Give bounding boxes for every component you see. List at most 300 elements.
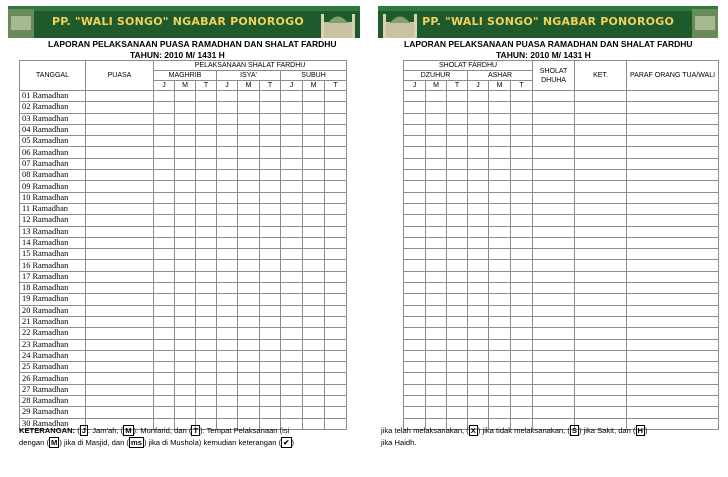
entry-cell[interactable] bbox=[281, 328, 303, 339]
entry-cell[interactable] bbox=[281, 271, 303, 282]
entry-cell[interactable] bbox=[196, 215, 217, 226]
entry-cell[interactable] bbox=[281, 237, 303, 248]
entry-cell[interactable] bbox=[154, 407, 175, 418]
entry-cell[interactable] bbox=[575, 215, 627, 226]
entry-cell[interactable] bbox=[260, 147, 281, 158]
entry-cell[interactable] bbox=[238, 91, 260, 102]
entry-cell[interactable] bbox=[281, 181, 303, 192]
entry-cell[interactable] bbox=[260, 339, 281, 350]
entry-cell[interactable] bbox=[281, 339, 303, 350]
entry-cell[interactable] bbox=[238, 384, 260, 395]
entry-cell[interactable] bbox=[511, 328, 533, 339]
entry-cell[interactable] bbox=[86, 316, 154, 327]
entry-cell[interactable] bbox=[238, 339, 260, 350]
entry-cell[interactable] bbox=[196, 237, 217, 248]
entry-cell[interactable] bbox=[533, 113, 575, 124]
entry-cell[interactable] bbox=[468, 271, 489, 282]
entry-cell[interactable] bbox=[217, 339, 238, 350]
entry-cell[interactable] bbox=[426, 373, 447, 384]
entry-cell[interactable] bbox=[489, 203, 511, 214]
entry-cell[interactable] bbox=[238, 294, 260, 305]
entry-cell[interactable] bbox=[447, 283, 468, 294]
entry-cell[interactable] bbox=[511, 362, 533, 373]
entry-cell[interactable] bbox=[86, 215, 154, 226]
entry-cell[interactable] bbox=[404, 350, 426, 361]
entry-cell[interactable] bbox=[533, 362, 575, 373]
entry-cell[interactable] bbox=[196, 260, 217, 271]
entry-cell[interactable] bbox=[260, 396, 281, 407]
entry-cell[interactable] bbox=[489, 328, 511, 339]
entry-cell[interactable] bbox=[281, 226, 303, 237]
entry-cell[interactable] bbox=[303, 158, 325, 169]
entry-cell[interactable] bbox=[175, 170, 196, 181]
entry-cell[interactable] bbox=[217, 215, 238, 226]
entry-cell[interactable] bbox=[447, 294, 468, 305]
entry-cell[interactable] bbox=[217, 271, 238, 282]
entry-cell[interactable] bbox=[217, 350, 238, 361]
entry-cell[interactable] bbox=[86, 136, 154, 147]
entry-cell[interactable] bbox=[325, 339, 347, 350]
entry-cell[interactable] bbox=[325, 328, 347, 339]
entry-cell[interactable] bbox=[426, 350, 447, 361]
entry-cell[interactable] bbox=[575, 283, 627, 294]
entry-cell[interactable] bbox=[627, 91, 719, 102]
entry-cell[interactable] bbox=[303, 283, 325, 294]
entry-cell[interactable] bbox=[426, 407, 447, 418]
entry-cell[interactable] bbox=[404, 373, 426, 384]
entry-cell[interactable] bbox=[238, 305, 260, 316]
entry-cell[interactable] bbox=[281, 316, 303, 327]
entry-cell[interactable] bbox=[426, 316, 447, 327]
entry-cell[interactable] bbox=[325, 260, 347, 271]
entry-cell[interactable] bbox=[217, 147, 238, 158]
entry-cell[interactable] bbox=[404, 362, 426, 373]
entry-cell[interactable] bbox=[325, 283, 347, 294]
entry-cell[interactable] bbox=[533, 271, 575, 282]
entry-cell[interactable] bbox=[489, 237, 511, 248]
entry-cell[interactable] bbox=[238, 226, 260, 237]
entry-cell[interactable] bbox=[325, 350, 347, 361]
entry-cell[interactable] bbox=[468, 396, 489, 407]
entry-cell[interactable] bbox=[447, 249, 468, 260]
entry-cell[interactable] bbox=[154, 147, 175, 158]
entry-cell[interactable] bbox=[627, 396, 719, 407]
entry-cell[interactable] bbox=[325, 249, 347, 260]
entry-cell[interactable] bbox=[511, 113, 533, 124]
entry-cell[interactable] bbox=[489, 407, 511, 418]
entry-cell[interactable] bbox=[426, 384, 447, 395]
entry-cell[interactable] bbox=[238, 237, 260, 248]
entry-cell[interactable] bbox=[447, 316, 468, 327]
entry-cell[interactable] bbox=[154, 249, 175, 260]
entry-cell[interactable] bbox=[175, 373, 196, 384]
entry-cell[interactable] bbox=[447, 147, 468, 158]
entry-cell[interactable] bbox=[154, 102, 175, 113]
entry-cell[interactable] bbox=[404, 192, 426, 203]
entry-cell[interactable] bbox=[489, 91, 511, 102]
entry-cell[interactable] bbox=[627, 181, 719, 192]
entry-cell[interactable] bbox=[511, 91, 533, 102]
entry-cell[interactable] bbox=[303, 407, 325, 418]
entry-cell[interactable] bbox=[533, 294, 575, 305]
entry-cell[interactable] bbox=[426, 249, 447, 260]
entry-cell[interactable] bbox=[404, 124, 426, 135]
entry-cell[interactable] bbox=[627, 170, 719, 181]
entry-cell[interactable] bbox=[489, 362, 511, 373]
entry-cell[interactable] bbox=[217, 237, 238, 248]
entry-cell[interactable] bbox=[217, 283, 238, 294]
entry-cell[interactable] bbox=[281, 283, 303, 294]
entry-cell[interactable] bbox=[175, 158, 196, 169]
entry-cell[interactable] bbox=[575, 203, 627, 214]
entry-cell[interactable] bbox=[260, 294, 281, 305]
entry-cell[interactable] bbox=[303, 113, 325, 124]
entry-cell[interactable] bbox=[533, 158, 575, 169]
entry-cell[interactable] bbox=[260, 305, 281, 316]
entry-cell[interactable] bbox=[426, 328, 447, 339]
entry-cell[interactable] bbox=[404, 113, 426, 124]
entry-cell[interactable] bbox=[86, 260, 154, 271]
entry-cell[interactable] bbox=[404, 316, 426, 327]
entry-cell[interactable] bbox=[303, 305, 325, 316]
entry-cell[interactable] bbox=[511, 396, 533, 407]
entry-cell[interactable] bbox=[575, 249, 627, 260]
entry-cell[interactable] bbox=[260, 283, 281, 294]
entry-cell[interactable] bbox=[303, 328, 325, 339]
entry-cell[interactable] bbox=[175, 396, 196, 407]
entry-cell[interactable] bbox=[404, 226, 426, 237]
entry-cell[interactable] bbox=[426, 305, 447, 316]
entry-cell[interactable] bbox=[217, 316, 238, 327]
entry-cell[interactable] bbox=[154, 350, 175, 361]
entry-cell[interactable] bbox=[175, 226, 196, 237]
entry-cell[interactable] bbox=[325, 316, 347, 327]
entry-cell[interactable] bbox=[468, 407, 489, 418]
entry-cell[interactable] bbox=[404, 283, 426, 294]
entry-cell[interactable] bbox=[325, 91, 347, 102]
entry-cell[interactable] bbox=[533, 203, 575, 214]
entry-cell[interactable] bbox=[238, 328, 260, 339]
entry-cell[interactable] bbox=[196, 328, 217, 339]
entry-cell[interactable] bbox=[175, 384, 196, 395]
entry-cell[interactable] bbox=[511, 373, 533, 384]
entry-cell[interactable] bbox=[511, 226, 533, 237]
entry-cell[interactable] bbox=[325, 215, 347, 226]
entry-cell[interactable] bbox=[447, 170, 468, 181]
entry-cell[interactable] bbox=[238, 136, 260, 147]
entry-cell[interactable] bbox=[426, 136, 447, 147]
entry-cell[interactable] bbox=[303, 294, 325, 305]
entry-cell[interactable] bbox=[303, 396, 325, 407]
entry-cell[interactable] bbox=[489, 124, 511, 135]
entry-cell[interactable] bbox=[217, 158, 238, 169]
entry-cell[interactable] bbox=[175, 305, 196, 316]
entry-cell[interactable] bbox=[260, 124, 281, 135]
entry-cell[interactable] bbox=[260, 271, 281, 282]
entry-cell[interactable] bbox=[511, 158, 533, 169]
entry-cell[interactable] bbox=[217, 260, 238, 271]
entry-cell[interactable] bbox=[468, 91, 489, 102]
entry-cell[interactable] bbox=[196, 373, 217, 384]
entry-cell[interactable] bbox=[575, 407, 627, 418]
entry-cell[interactable] bbox=[575, 136, 627, 147]
entry-cell[interactable] bbox=[533, 124, 575, 135]
entry-cell[interactable] bbox=[325, 407, 347, 418]
entry-cell[interactable] bbox=[426, 294, 447, 305]
entry-cell[interactable] bbox=[575, 316, 627, 327]
entry-cell[interactable] bbox=[533, 339, 575, 350]
entry-cell[interactable] bbox=[627, 147, 719, 158]
entry-cell[interactable] bbox=[217, 102, 238, 113]
entry-cell[interactable] bbox=[447, 215, 468, 226]
entry-cell[interactable] bbox=[627, 158, 719, 169]
entry-cell[interactable] bbox=[468, 339, 489, 350]
entry-cell[interactable] bbox=[533, 170, 575, 181]
entry-cell[interactable] bbox=[325, 271, 347, 282]
entry-cell[interactable] bbox=[468, 283, 489, 294]
entry-cell[interactable] bbox=[260, 350, 281, 361]
entry-cell[interactable] bbox=[260, 192, 281, 203]
entry-cell[interactable] bbox=[404, 294, 426, 305]
entry-cell[interactable] bbox=[627, 215, 719, 226]
entry-cell[interactable] bbox=[627, 294, 719, 305]
entry-cell[interactable] bbox=[154, 91, 175, 102]
entry-cell[interactable] bbox=[426, 181, 447, 192]
entry-cell[interactable] bbox=[86, 384, 154, 395]
entry-cell[interactable] bbox=[196, 362, 217, 373]
entry-cell[interactable] bbox=[489, 226, 511, 237]
entry-cell[interactable] bbox=[325, 384, 347, 395]
entry-cell[interactable] bbox=[627, 283, 719, 294]
entry-cell[interactable] bbox=[447, 181, 468, 192]
entry-cell[interactable] bbox=[175, 260, 196, 271]
entry-cell[interactable] bbox=[303, 237, 325, 248]
entry-cell[interactable] bbox=[447, 362, 468, 373]
entry-cell[interactable] bbox=[627, 102, 719, 113]
entry-cell[interactable] bbox=[196, 102, 217, 113]
entry-cell[interactable] bbox=[404, 396, 426, 407]
entry-cell[interactable] bbox=[468, 192, 489, 203]
entry-cell[interactable] bbox=[426, 237, 447, 248]
entry-cell[interactable] bbox=[447, 396, 468, 407]
entry-cell[interactable] bbox=[468, 226, 489, 237]
entry-cell[interactable] bbox=[468, 124, 489, 135]
entry-cell[interactable] bbox=[404, 249, 426, 260]
entry-cell[interactable] bbox=[468, 215, 489, 226]
entry-cell[interactable] bbox=[404, 170, 426, 181]
entry-cell[interactable] bbox=[627, 362, 719, 373]
entry-cell[interactable] bbox=[511, 260, 533, 271]
entry-cell[interactable] bbox=[303, 384, 325, 395]
entry-cell[interactable] bbox=[489, 102, 511, 113]
entry-cell[interactable] bbox=[86, 283, 154, 294]
entry-cell[interactable] bbox=[325, 170, 347, 181]
entry-cell[interactable] bbox=[627, 384, 719, 395]
entry-cell[interactable] bbox=[86, 328, 154, 339]
entry-cell[interactable] bbox=[511, 170, 533, 181]
entry-cell[interactable] bbox=[404, 407, 426, 418]
entry-cell[interactable] bbox=[447, 124, 468, 135]
entry-cell[interactable] bbox=[281, 362, 303, 373]
entry-cell[interactable] bbox=[217, 203, 238, 214]
entry-cell[interactable] bbox=[260, 113, 281, 124]
entry-cell[interactable] bbox=[489, 158, 511, 169]
entry-cell[interactable] bbox=[86, 170, 154, 181]
entry-cell[interactable] bbox=[511, 339, 533, 350]
entry-cell[interactable] bbox=[260, 158, 281, 169]
entry-cell[interactable] bbox=[196, 249, 217, 260]
entry-cell[interactable] bbox=[154, 215, 175, 226]
entry-cell[interactable] bbox=[86, 192, 154, 203]
entry-cell[interactable] bbox=[175, 181, 196, 192]
entry-cell[interactable] bbox=[575, 362, 627, 373]
entry-cell[interactable] bbox=[86, 91, 154, 102]
entry-cell[interactable] bbox=[260, 316, 281, 327]
entry-cell[interactable] bbox=[447, 91, 468, 102]
entry-cell[interactable] bbox=[238, 181, 260, 192]
entry-cell[interactable] bbox=[627, 203, 719, 214]
entry-cell[interactable] bbox=[468, 249, 489, 260]
entry-cell[interactable] bbox=[325, 113, 347, 124]
entry-cell[interactable] bbox=[154, 170, 175, 181]
entry-cell[interactable] bbox=[489, 316, 511, 327]
entry-cell[interactable] bbox=[404, 158, 426, 169]
entry-cell[interactable] bbox=[627, 124, 719, 135]
entry-cell[interactable] bbox=[154, 113, 175, 124]
entry-cell[interactable] bbox=[303, 170, 325, 181]
entry-cell[interactable] bbox=[238, 407, 260, 418]
entry-cell[interactable] bbox=[447, 192, 468, 203]
entry-cell[interactable] bbox=[154, 362, 175, 373]
entry-cell[interactable] bbox=[533, 384, 575, 395]
entry-cell[interactable] bbox=[511, 237, 533, 248]
entry-cell[interactable] bbox=[404, 384, 426, 395]
entry-cell[interactable] bbox=[575, 271, 627, 282]
entry-cell[interactable] bbox=[238, 102, 260, 113]
entry-cell[interactable] bbox=[303, 181, 325, 192]
entry-cell[interactable] bbox=[175, 102, 196, 113]
entry-cell[interactable] bbox=[533, 249, 575, 260]
entry-cell[interactable] bbox=[489, 396, 511, 407]
entry-cell[interactable] bbox=[404, 271, 426, 282]
entry-cell[interactable] bbox=[533, 316, 575, 327]
entry-cell[interactable] bbox=[238, 283, 260, 294]
entry-cell[interactable] bbox=[468, 203, 489, 214]
entry-cell[interactable] bbox=[281, 249, 303, 260]
entry-cell[interactable] bbox=[238, 124, 260, 135]
entry-cell[interactable] bbox=[447, 305, 468, 316]
entry-cell[interactable] bbox=[86, 147, 154, 158]
entry-cell[interactable] bbox=[154, 237, 175, 248]
entry-cell[interactable] bbox=[468, 147, 489, 158]
entry-cell[interactable] bbox=[468, 113, 489, 124]
entry-cell[interactable] bbox=[511, 249, 533, 260]
entry-cell[interactable] bbox=[533, 305, 575, 316]
entry-cell[interactable] bbox=[303, 350, 325, 361]
entry-cell[interactable] bbox=[303, 339, 325, 350]
entry-cell[interactable] bbox=[426, 339, 447, 350]
entry-cell[interactable] bbox=[260, 260, 281, 271]
entry-cell[interactable] bbox=[260, 91, 281, 102]
entry-cell[interactable] bbox=[533, 396, 575, 407]
entry-cell[interactable] bbox=[217, 113, 238, 124]
entry-cell[interactable] bbox=[303, 91, 325, 102]
entry-cell[interactable] bbox=[303, 260, 325, 271]
entry-cell[interactable] bbox=[404, 136, 426, 147]
entry-cell[interactable] bbox=[511, 407, 533, 418]
entry-cell[interactable] bbox=[489, 283, 511, 294]
entry-cell[interactable] bbox=[260, 249, 281, 260]
entry-cell[interactable] bbox=[511, 384, 533, 395]
entry-cell[interactable] bbox=[303, 316, 325, 327]
entry-cell[interactable] bbox=[303, 124, 325, 135]
entry-cell[interactable] bbox=[627, 136, 719, 147]
entry-cell[interactable] bbox=[511, 350, 533, 361]
entry-cell[interactable] bbox=[575, 192, 627, 203]
entry-cell[interactable] bbox=[426, 158, 447, 169]
entry-cell[interactable] bbox=[404, 237, 426, 248]
entry-cell[interactable] bbox=[281, 158, 303, 169]
entry-cell[interactable] bbox=[281, 384, 303, 395]
entry-cell[interactable] bbox=[175, 113, 196, 124]
entry-cell[interactable] bbox=[575, 328, 627, 339]
entry-cell[interactable] bbox=[86, 339, 154, 350]
entry-cell[interactable] bbox=[303, 192, 325, 203]
entry-cell[interactable] bbox=[404, 203, 426, 214]
entry-cell[interactable] bbox=[217, 294, 238, 305]
entry-cell[interactable] bbox=[426, 102, 447, 113]
entry-cell[interactable] bbox=[426, 124, 447, 135]
entry-cell[interactable] bbox=[175, 283, 196, 294]
entry-cell[interactable] bbox=[426, 170, 447, 181]
entry-cell[interactable] bbox=[325, 294, 347, 305]
entry-cell[interactable] bbox=[325, 203, 347, 214]
entry-cell[interactable] bbox=[238, 249, 260, 260]
entry-cell[interactable] bbox=[511, 271, 533, 282]
entry-cell[interactable] bbox=[468, 328, 489, 339]
entry-cell[interactable] bbox=[575, 158, 627, 169]
entry-cell[interactable] bbox=[303, 249, 325, 260]
entry-cell[interactable] bbox=[196, 339, 217, 350]
entry-cell[interactable] bbox=[281, 136, 303, 147]
entry-cell[interactable] bbox=[196, 271, 217, 282]
entry-cell[interactable] bbox=[447, 373, 468, 384]
entry-cell[interactable] bbox=[489, 339, 511, 350]
entry-cell[interactable] bbox=[260, 203, 281, 214]
entry-cell[interactable] bbox=[533, 192, 575, 203]
entry-cell[interactable] bbox=[154, 203, 175, 214]
entry-cell[interactable] bbox=[86, 226, 154, 237]
entry-cell[interactable] bbox=[238, 271, 260, 282]
entry-cell[interactable] bbox=[325, 226, 347, 237]
entry-cell[interactable] bbox=[325, 136, 347, 147]
entry-cell[interactable] bbox=[511, 316, 533, 327]
entry-cell[interactable] bbox=[533, 136, 575, 147]
entry-cell[interactable] bbox=[86, 158, 154, 169]
entry-cell[interactable] bbox=[426, 203, 447, 214]
entry-cell[interactable] bbox=[238, 170, 260, 181]
entry-cell[interactable] bbox=[303, 226, 325, 237]
entry-cell[interactable] bbox=[404, 181, 426, 192]
entry-cell[interactable] bbox=[175, 91, 196, 102]
entry-cell[interactable] bbox=[217, 249, 238, 260]
entry-cell[interactable] bbox=[426, 192, 447, 203]
entry-cell[interactable] bbox=[303, 147, 325, 158]
entry-cell[interactable] bbox=[489, 147, 511, 158]
entry-cell[interactable] bbox=[575, 339, 627, 350]
entry-cell[interactable] bbox=[447, 203, 468, 214]
entry-cell[interactable] bbox=[325, 396, 347, 407]
